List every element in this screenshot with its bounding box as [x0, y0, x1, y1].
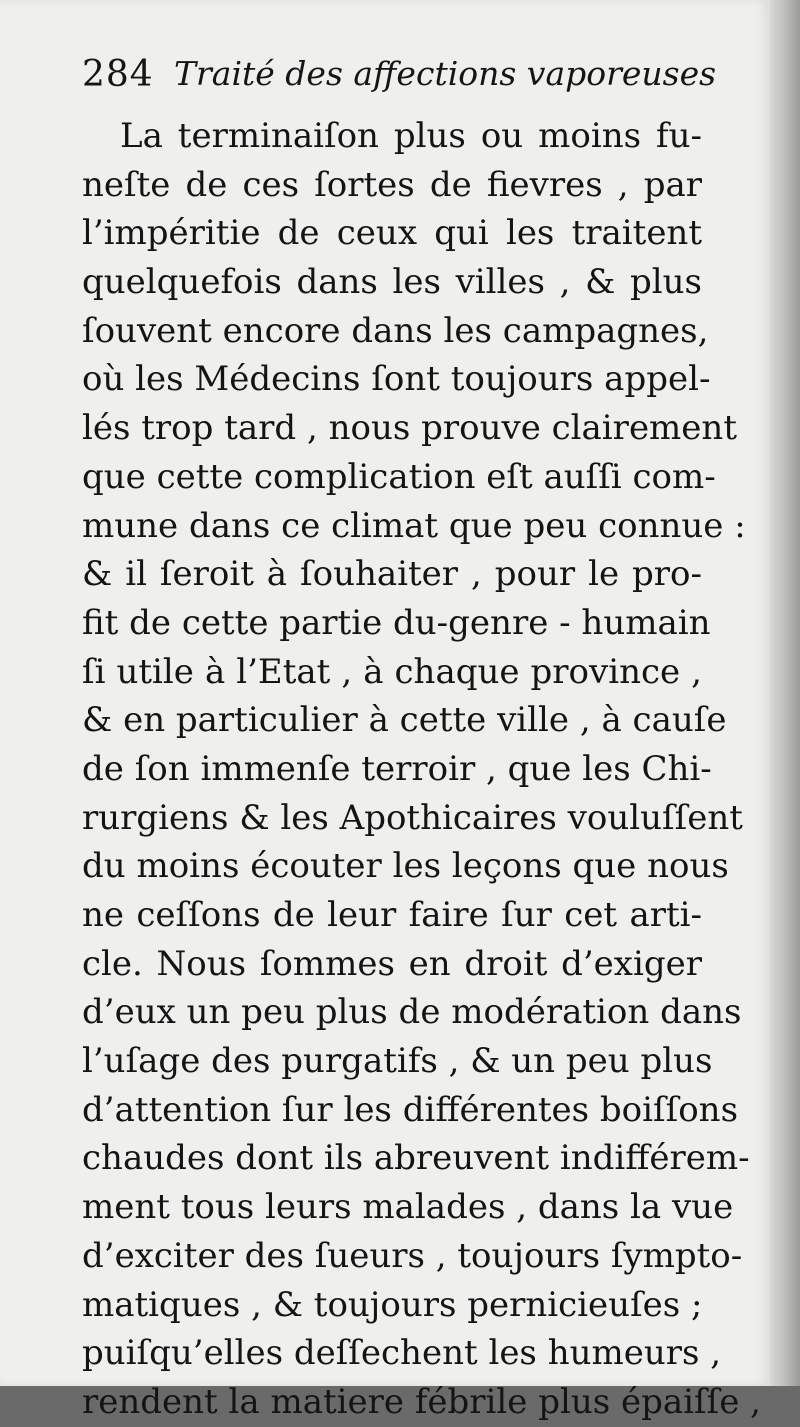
- text-line: où les Médecins ſont toujours appel-: [82, 359, 711, 400]
- text-line: d’exciter des ſueurs , toujours ſympto-: [82, 1235, 743, 1276]
- text-line: neſte de ces ſortes de fievres , par: [82, 164, 702, 205]
- text-line: rendent la matiere fébrile plus épaiſſe ,: [82, 1381, 761, 1422]
- text-line: La terminaiſon plus ou moins fu-: [120, 116, 702, 156]
- page-number: 284: [82, 54, 154, 95]
- text-line: rurgiens & les Apothicaires vouluſſent: [82, 797, 743, 838]
- body-text: [82, 112, 761, 1427]
- page-edge-shadow: [770, 0, 800, 1386]
- text-line: chaudes dont ils abreuvent indifférem-: [82, 1138, 750, 1179]
- text-line: de ſon immenſe terroir , que les Chi-: [82, 748, 712, 789]
- text-line: l’uſage des purgatifs , & un peu plus: [82, 1041, 713, 1082]
- text-line: puiſqu’elles deſſechent les humeurs ,: [82, 1333, 722, 1374]
- text-line: du moins écouter les leçons que nous: [82, 846, 729, 887]
- text-line: d’attention ſur les différentes boiſſons: [82, 1089, 739, 1130]
- text-line: cle. Nous ſommes en droit d’exiger: [82, 943, 702, 984]
- text-line: fit de cette partie du-genre - humain: [82, 602, 711, 643]
- text-line: ſouvent encore dans les campagnes,: [82, 310, 709, 351]
- text-line: d’eux un peu plus de modération dans: [82, 992, 742, 1033]
- text-line: l’impéritie de ceux qui les traitent: [82, 213, 702, 254]
- text-line: & en particulier à cette ville , à cauſe: [82, 700, 727, 741]
- running-title: Traité des affections vaporeuses: [174, 54, 717, 93]
- text-line: ſi utile à l’Etat , à chaque province ,: [82, 651, 702, 692]
- text-line: ment tous leurs malades , dans la vue: [82, 1187, 734, 1228]
- text-line: matiques , & toujours pernicieuſes ;: [82, 1284, 703, 1325]
- text-line: & il ſeroit à ſouhaiter , pour le pro-: [82, 554, 702, 595]
- text-line: ne ceſſons de leur faire ſur cet arti-: [82, 895, 702, 935]
- page-header: [82, 48, 722, 100]
- text-line: mune dans ce climat que peu connue :: [82, 505, 746, 546]
- text-line: quelquefois dans les villes , & plus: [82, 262, 702, 303]
- text-line: lés trop tard , nous prouve clairement: [82, 408, 737, 449]
- text-line: que cette complication eſt auſſi com-: [82, 456, 716, 497]
